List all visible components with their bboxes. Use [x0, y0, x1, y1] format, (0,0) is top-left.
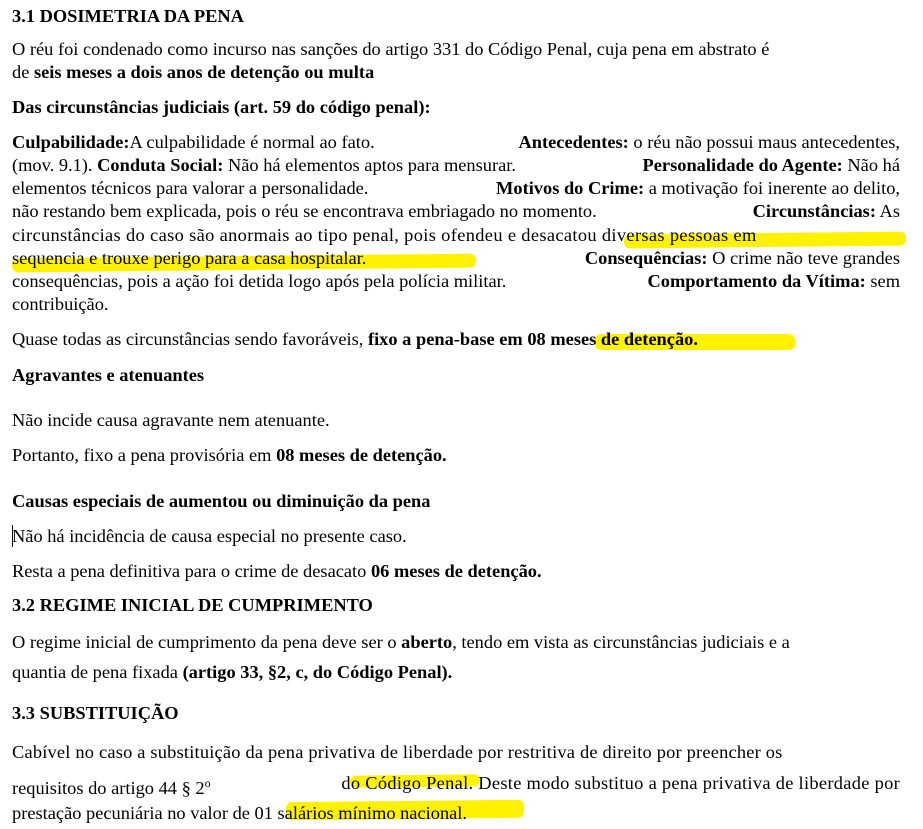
intro-text: O réu foi condenado como incurso nas sanções do artigo 331 do Código Penal, cuja pena em abstrato é: [12, 39, 770, 59]
final-penalty: 06 meses de detenção.: [370, 561, 542, 581]
penalty-range: seis meses a dois anos de detenção ou multa: [33, 62, 375, 82]
line-part: elementos técnicos para valorar a personalidade.: [12, 178, 369, 198]
paragraph-line: [12, 741, 900, 763]
line-part: Comportamento da Vítima: sem: [647, 271, 900, 291]
paragraph-line: [12, 200, 900, 222]
paragraph-line: contribuição.: [12, 294, 109, 314]
paragraph-line: [12, 61, 374, 83]
line-part: Personalidade do Agente: Não há: [642, 155, 900, 175]
line-part: Cabível no caso a substituição da pena privativa de liberdade por restritiva de direito por preencher os: [12, 742, 783, 762]
paragraph-line: [12, 772, 900, 799]
line-part: circunstâncias do caso são anormais ao tipo penal, pois ofendeu e desacatou diversas pessoas em: [12, 225, 757, 245]
line-part: Quase todas as circunstâncias sendo favoráveis,: [12, 329, 364, 349]
paragraph-line: [12, 328, 698, 350]
line-part: O regime inicial de cumprimento da pena deve ser o aberto, tendo em vista as circunstâncias judiciais e a: [12, 632, 790, 652]
antec-line: Antecedentes: o réu não possui maus antecedentes,: [518, 132, 900, 152]
paragraph-line: [12, 661, 452, 683]
line-part: Resta a pena definitiva para o crime de desacato: [12, 561, 367, 581]
line-part: requisitos do artigo 44 § 2$^o$: [12, 776, 211, 799]
paragraph-line: [12, 247, 900, 269]
line-part: não restando bem explicada, pois o réu se encontrava embriagado no momento.: [12, 201, 597, 221]
provisional-penalty: 08 meses de detenção.: [276, 445, 447, 465]
section-title: 3.3 SUBSTITUIÇÃO: [12, 703, 179, 723]
line-part: Motivos do Crime: a motivação foi inerente ao delito,: [496, 178, 900, 198]
line-part: Circunstâncias: As: [752, 201, 900, 221]
paragraph-line: Não há incidência de causa especial no presente caso.: [12, 526, 407, 546]
intro-text: de: [12, 62, 34, 82]
line-part: Consequências: O crime não teve grandes: [584, 248, 900, 268]
line-part: Portanto, fixo a pena provisória em: [12, 445, 272, 465]
section-title: 3.1 DOSIMETRIA DA PENA: [12, 6, 244, 26]
line-part: sequencia e trouxe perigo para a casa hospitalar.: [12, 248, 367, 268]
base-penalty: 08 meses de detenção.: [527, 329, 698, 349]
paragraph-line: [12, 38, 900, 60]
subsection-title: Agravantes e atenuantes: [12, 365, 205, 385]
line-part: (mov. 9.1). Conduta Social: Não há elementos aptos para mensurar.: [12, 155, 516, 175]
section-title: 3.2 REGIME INICIAL DE CUMPRIMENTO: [12, 595, 373, 615]
paragraph-line: Não incide causa agravante nem atenuante.: [12, 410, 330, 430]
line-part: consequências, pois a ação foi detida logo após pela polícia militar.: [12, 271, 507, 291]
paragraph-line: [12, 154, 900, 176]
line-part: do Código Penal. Deste modo substituo a pena privativa de liberdade por: [341, 773, 900, 793]
paragraph-line: [12, 224, 900, 246]
culpa-line: Culpabilidade:A culpabilidade é normal ao fato.: [12, 132, 375, 152]
paragraph-line: prestação pecuniária no valor de 01 salários mínimo nacional.: [12, 803, 468, 823]
paragraph-line: [12, 560, 542, 582]
paragraph-line: [12, 444, 447, 466]
paragraph-line: [12, 631, 900, 653]
line-part: fixo a pena-base em: [367, 329, 523, 349]
paragraph-line: [12, 177, 900, 199]
subsection-title: Das circunstâncias judiciais (art. 59 do código penal):: [12, 97, 431, 117]
paragraph-line: [12, 131, 900, 153]
legal-reference: (artigo 33, §2, c, do Código Penal).: [182, 662, 453, 682]
subsection-title: Causas especiais de aumentou ou diminuição da pena: [12, 491, 431, 511]
paragraph-line: [12, 270, 900, 292]
line-part: quantia de pena fixada: [12, 662, 178, 682]
